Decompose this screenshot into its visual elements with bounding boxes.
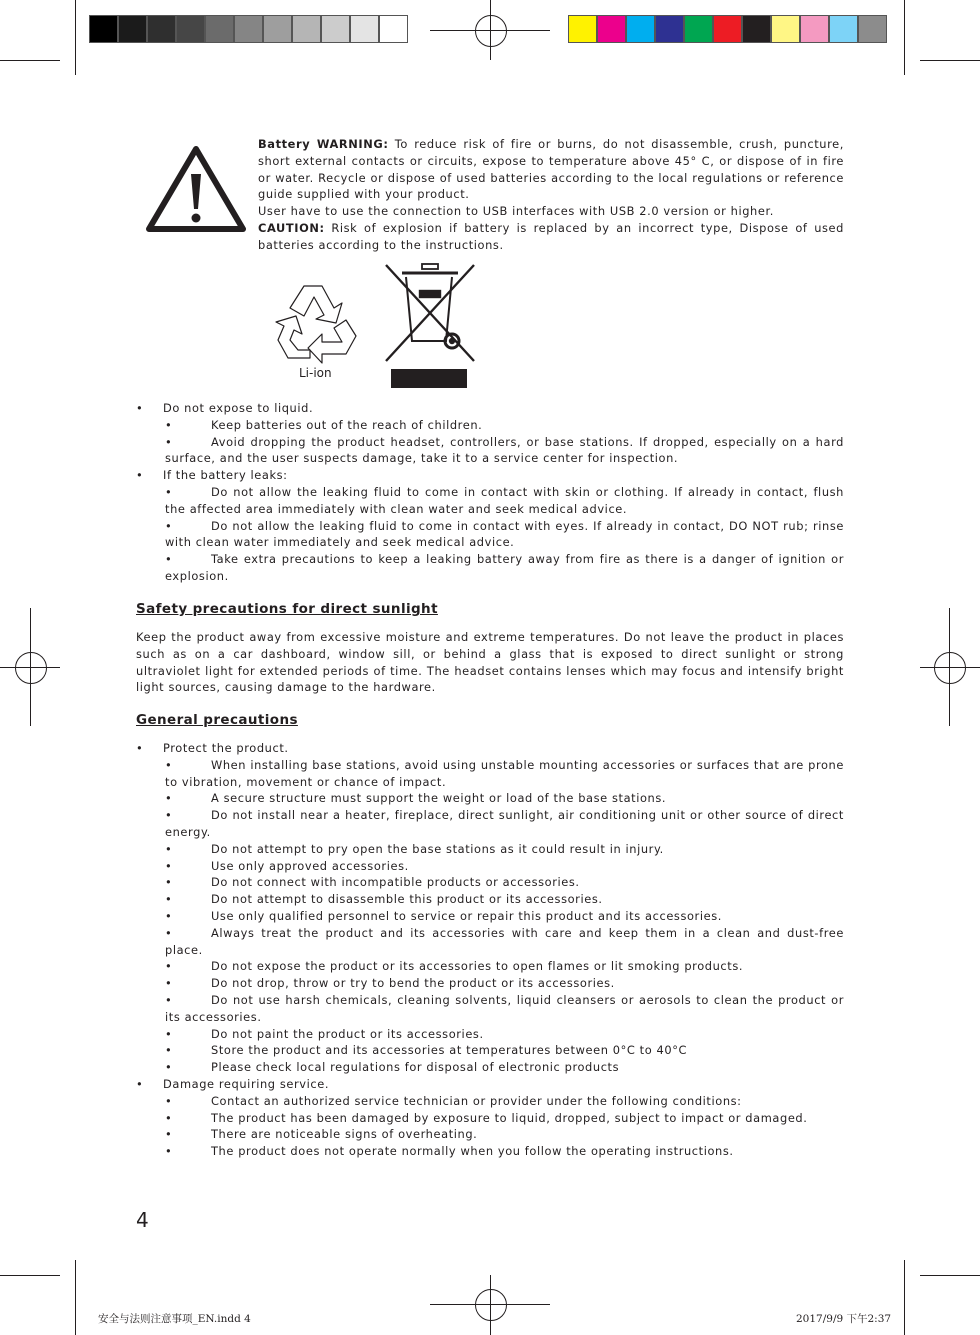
list-item: • Avoid dropping the product headset, controllers, or base stations. If dropped, especially on a hard surface, and the user suspects damage, take it to a service center for inspection. xyxy=(165,434,844,466)
list-item: • A secure structure must support the weight or load of the base stations. xyxy=(165,791,667,806)
list-item: • Please check local regulations for disposal of electronic products xyxy=(165,1060,620,1075)
list-item: • Store the product and its accessories at temperatures between 0°C to 40°C xyxy=(165,1043,688,1058)
list-item: • The product does not operate normally when you follow the operating instructions. xyxy=(165,1144,734,1159)
list-item: • Do not allow the leaking fluid to come in contact with eyes. If already in contact, DO NOT rub; rinse with clean water immediately and seek medical advice. xyxy=(165,518,844,550)
list-item: • When installing base stations, avoid using unstable mounting accessories or surfaces that are prone to vibration, movement or chance of impact. xyxy=(165,757,844,789)
color-swatch xyxy=(684,15,713,43)
color-swatch xyxy=(597,15,626,43)
list-item: • Contact an authorized service technician or provider under the following conditions: xyxy=(165,1093,742,1108)
list-item: • Do not attempt to pry open the base stations as it could result in injury. xyxy=(165,841,664,856)
list-item: • Do not attempt to disassemble this product or its accessories. xyxy=(165,892,603,907)
gray-swatch xyxy=(292,15,321,43)
list-item: • Protect the product. xyxy=(136,741,289,755)
list-item: • If the battery leaks: xyxy=(136,468,288,483)
li-ion-label: Li-ion xyxy=(299,366,332,380)
sunlight-heading: Safety precautions for direct sunlight xyxy=(136,601,438,617)
list-item: • Do not paint the product or its accessories. xyxy=(165,1026,484,1041)
color-swatch-bar xyxy=(568,15,887,45)
list-item: • Use only qualified personnel to service or repair this product and its accessories. xyxy=(165,908,722,923)
general-precautions-heading: General precautions xyxy=(136,712,298,728)
black-bar xyxy=(391,369,467,388)
gray-swatch xyxy=(176,15,205,43)
color-swatch xyxy=(568,15,597,43)
gray-swatch xyxy=(234,15,263,43)
list-item: • Do not expose to liquid. xyxy=(136,401,314,415)
gray-swatch xyxy=(350,15,379,43)
color-swatch xyxy=(713,15,742,43)
list-item: • Damage requiring service. xyxy=(136,1076,330,1091)
list-item: • Use only approved accessories. xyxy=(165,858,409,873)
list-item: • Do not expose the product or its accessories to open flames or lit smoking products. xyxy=(165,959,744,974)
list-item: • Do not install near a heater, fireplace, direct sunlight, air conditioning unit or other source of direct energy. xyxy=(165,808,844,839)
color-swatch xyxy=(858,15,887,43)
gray-swatch xyxy=(379,15,408,43)
list-item: • Do not use harsh chemicals, cleaning solvents, liquid cleansers or aerosols to clean the product or its accessories. xyxy=(165,992,844,1024)
gray-swatch xyxy=(89,15,118,43)
page-number: 4 xyxy=(136,1208,149,1232)
list-item: • Keep batteries out of the reach of children. xyxy=(165,417,483,432)
battery-warning-text: Battery WARNING: To reduce risk of fire or burns, do not disassemble, crush, puncture, short external contacts or circuits, expose to temperature above 45° C, or dispose of in fire or water. Recycle or dispose of used batteries according to the local regulations or reference guide supplied with your product. User have to use the connection to USB interfaces with USB 2.0 version or higher. CAUTION: Risk of explosion if battery is replaced by an incorrect type, Dispose of used batteries according to the instructions. xyxy=(258,137,844,252)
general-precautions-list xyxy=(136,740,844,1160)
color-swatch xyxy=(742,15,771,43)
list-item: • Do not allow the leaking fluid to come in contact with skin or clothing. If already in contact, flush the affected area immediately with clean water and seek medical advice. xyxy=(165,484,844,516)
color-swatch xyxy=(771,15,800,43)
gray-swatch xyxy=(321,15,350,43)
gray-swatch-bar xyxy=(89,15,408,45)
warning-triangle-icon xyxy=(146,146,246,232)
gray-swatch xyxy=(205,15,234,43)
list-item: • Always treat the product and its accessories with care and keep them in a clean and dust-free place. xyxy=(165,925,844,957)
list-item: • Do not connect with incompatible products or accessories. xyxy=(165,875,580,890)
color-swatch xyxy=(655,15,684,43)
list-item: • There are noticeable signs of overheating. xyxy=(165,1127,478,1142)
list-item: • Do not drop, throw or try to bend the product or its accessories. xyxy=(165,976,615,991)
color-swatch xyxy=(829,15,858,43)
gray-swatch xyxy=(263,15,292,43)
sunlight-paragraph: Keep the product away from excessive moisture and extreme temperatures. Do not leave the product in places such as on a car dashboard, window sill, or behind a glass that is exposed to direct sunlight or strong ultraviolet light for extended periods of time. The headset contains lenses which may focus and intensify bright light sources, causing damage to the hardware. xyxy=(136,630,844,695)
list-item: • Take extra precautions to keep a leaking battery away from fire as there is a danger of ignition or explosion. xyxy=(165,552,844,583)
date-slug: 2017/9/9 下午2:37 xyxy=(796,1313,892,1325)
recycle-icon xyxy=(274,278,360,366)
battery-precautions-list xyxy=(136,400,844,585)
file-slug: 安全与法则注意事项_EN.indd 4 xyxy=(98,1313,251,1325)
gray-swatch xyxy=(147,15,176,43)
color-swatch xyxy=(626,15,655,43)
color-swatch xyxy=(800,15,829,43)
list-item: • The product has been damaged by exposure to liquid, dropped, subject to impact or damaged. xyxy=(165,1110,808,1125)
crossed-out-bin-icon xyxy=(384,261,476,365)
gray-swatch xyxy=(118,15,147,43)
